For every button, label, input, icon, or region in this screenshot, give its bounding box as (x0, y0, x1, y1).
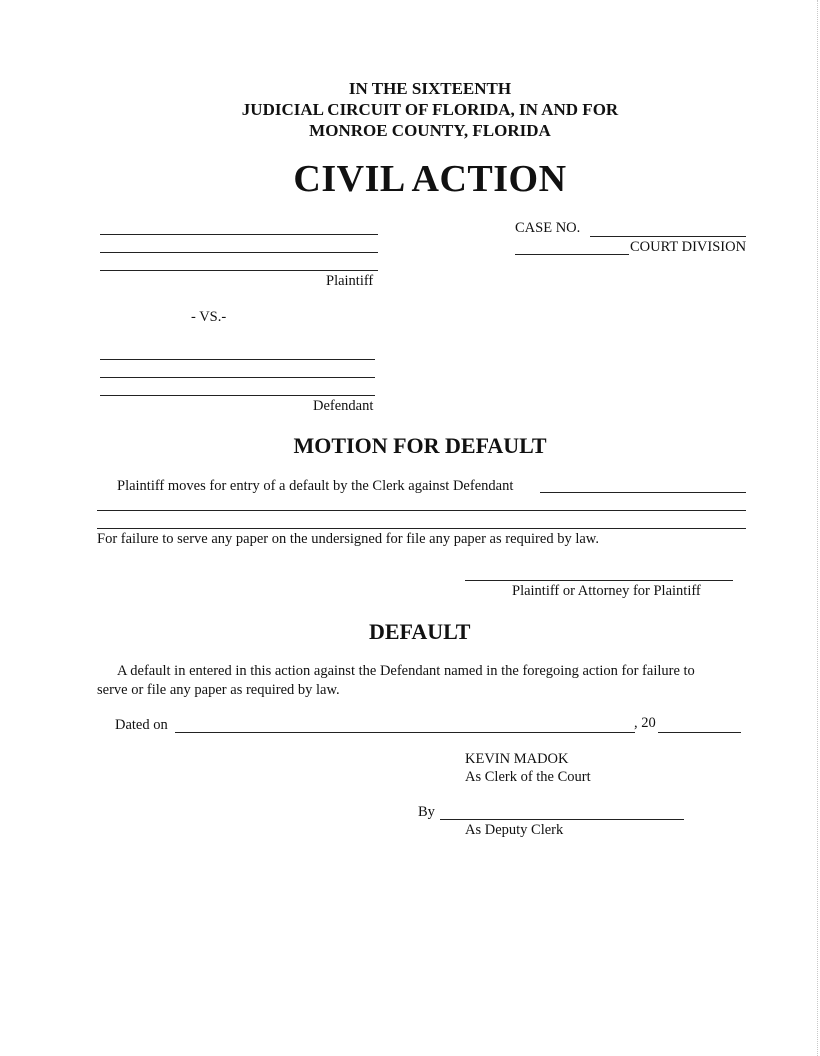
year-line[interactable] (658, 732, 741, 733)
motion-continuation-line-2[interactable] (97, 528, 746, 529)
deputy-clerk-label: As Deputy Clerk (465, 822, 564, 838)
plaintiff-name-line-3[interactable] (100, 270, 378, 271)
plaintiff-name-line-1[interactable] (100, 234, 378, 235)
plaintiff-signature-line[interactable] (465, 580, 733, 581)
default-heading: DEFAULT (369, 619, 471, 644)
plaintiff-label: Plaintiff (326, 273, 374, 289)
failure-text: For failure to serve any paper on the undersigned for file any paper as required by law. (97, 531, 599, 547)
defendant-name-line-2[interactable] (100, 377, 375, 378)
by-label: By (418, 804, 435, 820)
case-no-line[interactable] (590, 236, 746, 237)
court-line-2: JUDICIAL CIRCUIT OF FLORIDA, IN AND FOR (241, 100, 619, 119)
form-title: CIVIL ACTION (293, 158, 567, 200)
defendant-name-line-3[interactable] (100, 395, 375, 396)
defendant-label: Defendant (313, 398, 374, 414)
court-division-label: COURT DIVISION (630, 239, 747, 255)
year-label: , 20 (634, 715, 656, 731)
deputy-signature-line[interactable] (440, 819, 684, 820)
default-body-line-2: serve or file any paper as required by law. (97, 682, 340, 698)
case-no-label: CASE NO. (515, 220, 581, 236)
clerk-name: KEVIN MADOK (465, 751, 569, 767)
defendant-name-line-1[interactable] (100, 359, 375, 360)
defendant-entry-line[interactable] (540, 492, 746, 493)
motion-heading: MOTION FOR DEFAULT (293, 433, 547, 458)
court-line-3: MONROE COUNTY, FLORIDA (309, 121, 551, 140)
plaintiff-signature-label: Plaintiff or Attorney for Plaintiff (512, 583, 701, 599)
dated-on-line[interactable] (175, 732, 635, 733)
default-body-line-1: A default in entered in this action against the Defendant named in the foregoing action for failure to (117, 663, 695, 679)
motion-continuation-line-1[interactable] (97, 510, 746, 511)
dated-on-label: Dated on (115, 717, 168, 733)
motion-body: Plaintiff moves for entry of a default by the Clerk against Defendant (117, 478, 514, 494)
vs-label: - VS.- (191, 309, 227, 325)
clerk-title: As Clerk of the Court (465, 769, 591, 785)
plaintiff-name-line-2[interactable] (100, 252, 378, 253)
court-line-1: IN THE SIXTEENTH (348, 79, 512, 98)
court-division-line[interactable] (515, 254, 629, 255)
